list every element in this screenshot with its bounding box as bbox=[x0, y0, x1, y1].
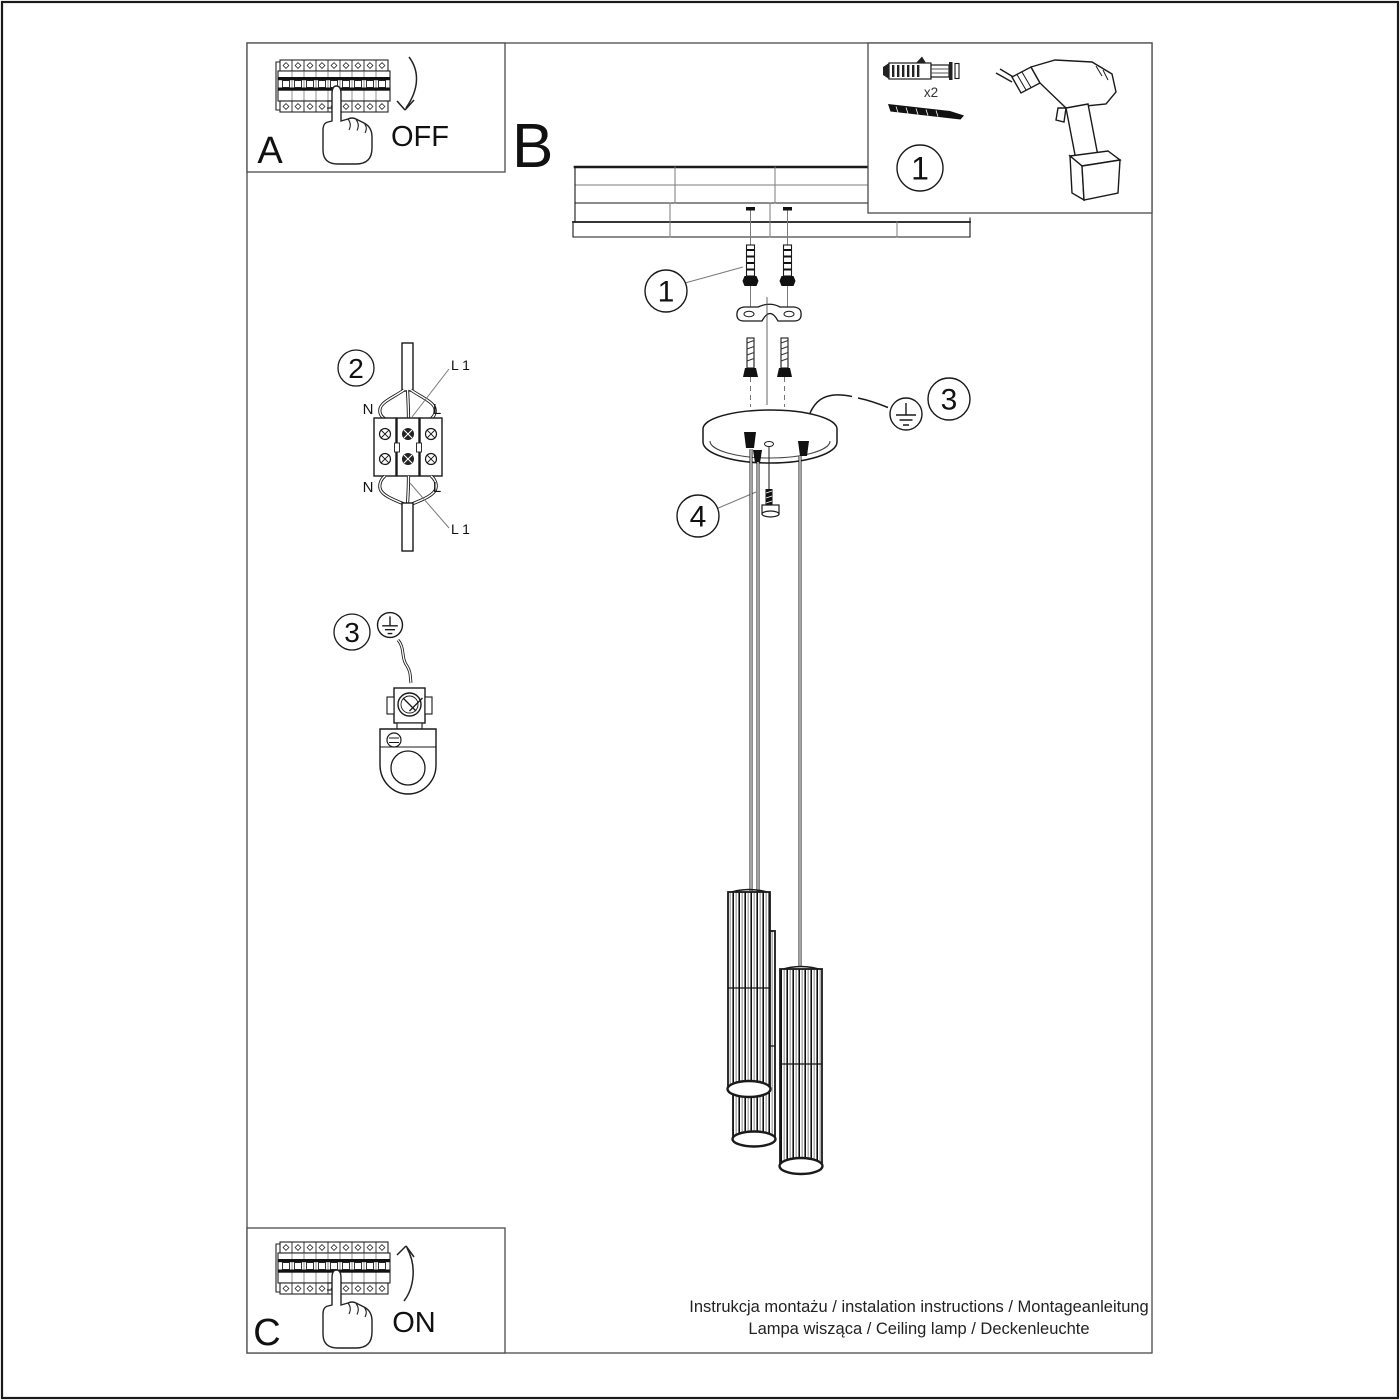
cable-top bbox=[402, 343, 413, 391]
label-l-bottom: L bbox=[432, 479, 442, 496]
callout-2-number: 2 bbox=[348, 353, 364, 384]
earth-terminal bbox=[387, 688, 432, 729]
canopy bbox=[703, 410, 837, 463]
terminal-block bbox=[374, 418, 442, 476]
label-n-top: N bbox=[362, 401, 374, 418]
panel-a bbox=[247, 43, 505, 172]
anchor-quantity: x2 bbox=[923, 85, 939, 100]
cable-gland-left bbox=[744, 432, 756, 448]
panel-a-label: A bbox=[257, 130, 283, 172]
page-border bbox=[2, 2, 1398, 1398]
footer-line2: Lampa wisząca / Ceiling lamp / Deckenleuchte bbox=[748, 1320, 1090, 1338]
cable-bottom bbox=[402, 503, 413, 551]
ceiling-hole-left bbox=[746, 207, 755, 211]
callout-3-left-number: 3 bbox=[344, 617, 360, 648]
panel-a-action: OFF bbox=[391, 121, 449, 153]
ground-symbol-main bbox=[890, 398, 922, 430]
section-b-label: B bbox=[512, 112, 554, 181]
callout-1-tools-number: 1 bbox=[911, 150, 929, 187]
pendant-shade-front bbox=[728, 890, 771, 1098]
callout-2 bbox=[338, 350, 374, 386]
ceiling-hole-right bbox=[783, 207, 792, 211]
mounting-lug bbox=[380, 729, 436, 794]
callout-4-number: 4 bbox=[689, 500, 707, 534]
callout-1-number: 1 bbox=[657, 275, 675, 309]
callout-3-left bbox=[334, 614, 370, 650]
canopy-center-hole bbox=[765, 442, 774, 447]
tools-panel bbox=[868, 43, 1152, 213]
footer-line1: Instrukcja montażu / instalation instructions / Montageanleitung bbox=[689, 1298, 1149, 1316]
label-l-top: L bbox=[432, 401, 442, 418]
callout-3-number: 3 bbox=[940, 383, 958, 417]
label-n-bottom: N bbox=[362, 479, 374, 496]
callout-3-main bbox=[928, 378, 970, 420]
pendant-shade-right bbox=[780, 967, 823, 1175]
label-l1-top: L 1 bbox=[451, 357, 470, 373]
callout-1-tools bbox=[897, 145, 943, 191]
panel-c-label: C bbox=[253, 1312, 281, 1354]
panel-c bbox=[247, 1228, 505, 1354]
panel-c-action: ON bbox=[392, 1307, 436, 1339]
ground-symbol-small bbox=[378, 613, 403, 638]
label-l1-bottom: L 1 bbox=[451, 521, 470, 537]
